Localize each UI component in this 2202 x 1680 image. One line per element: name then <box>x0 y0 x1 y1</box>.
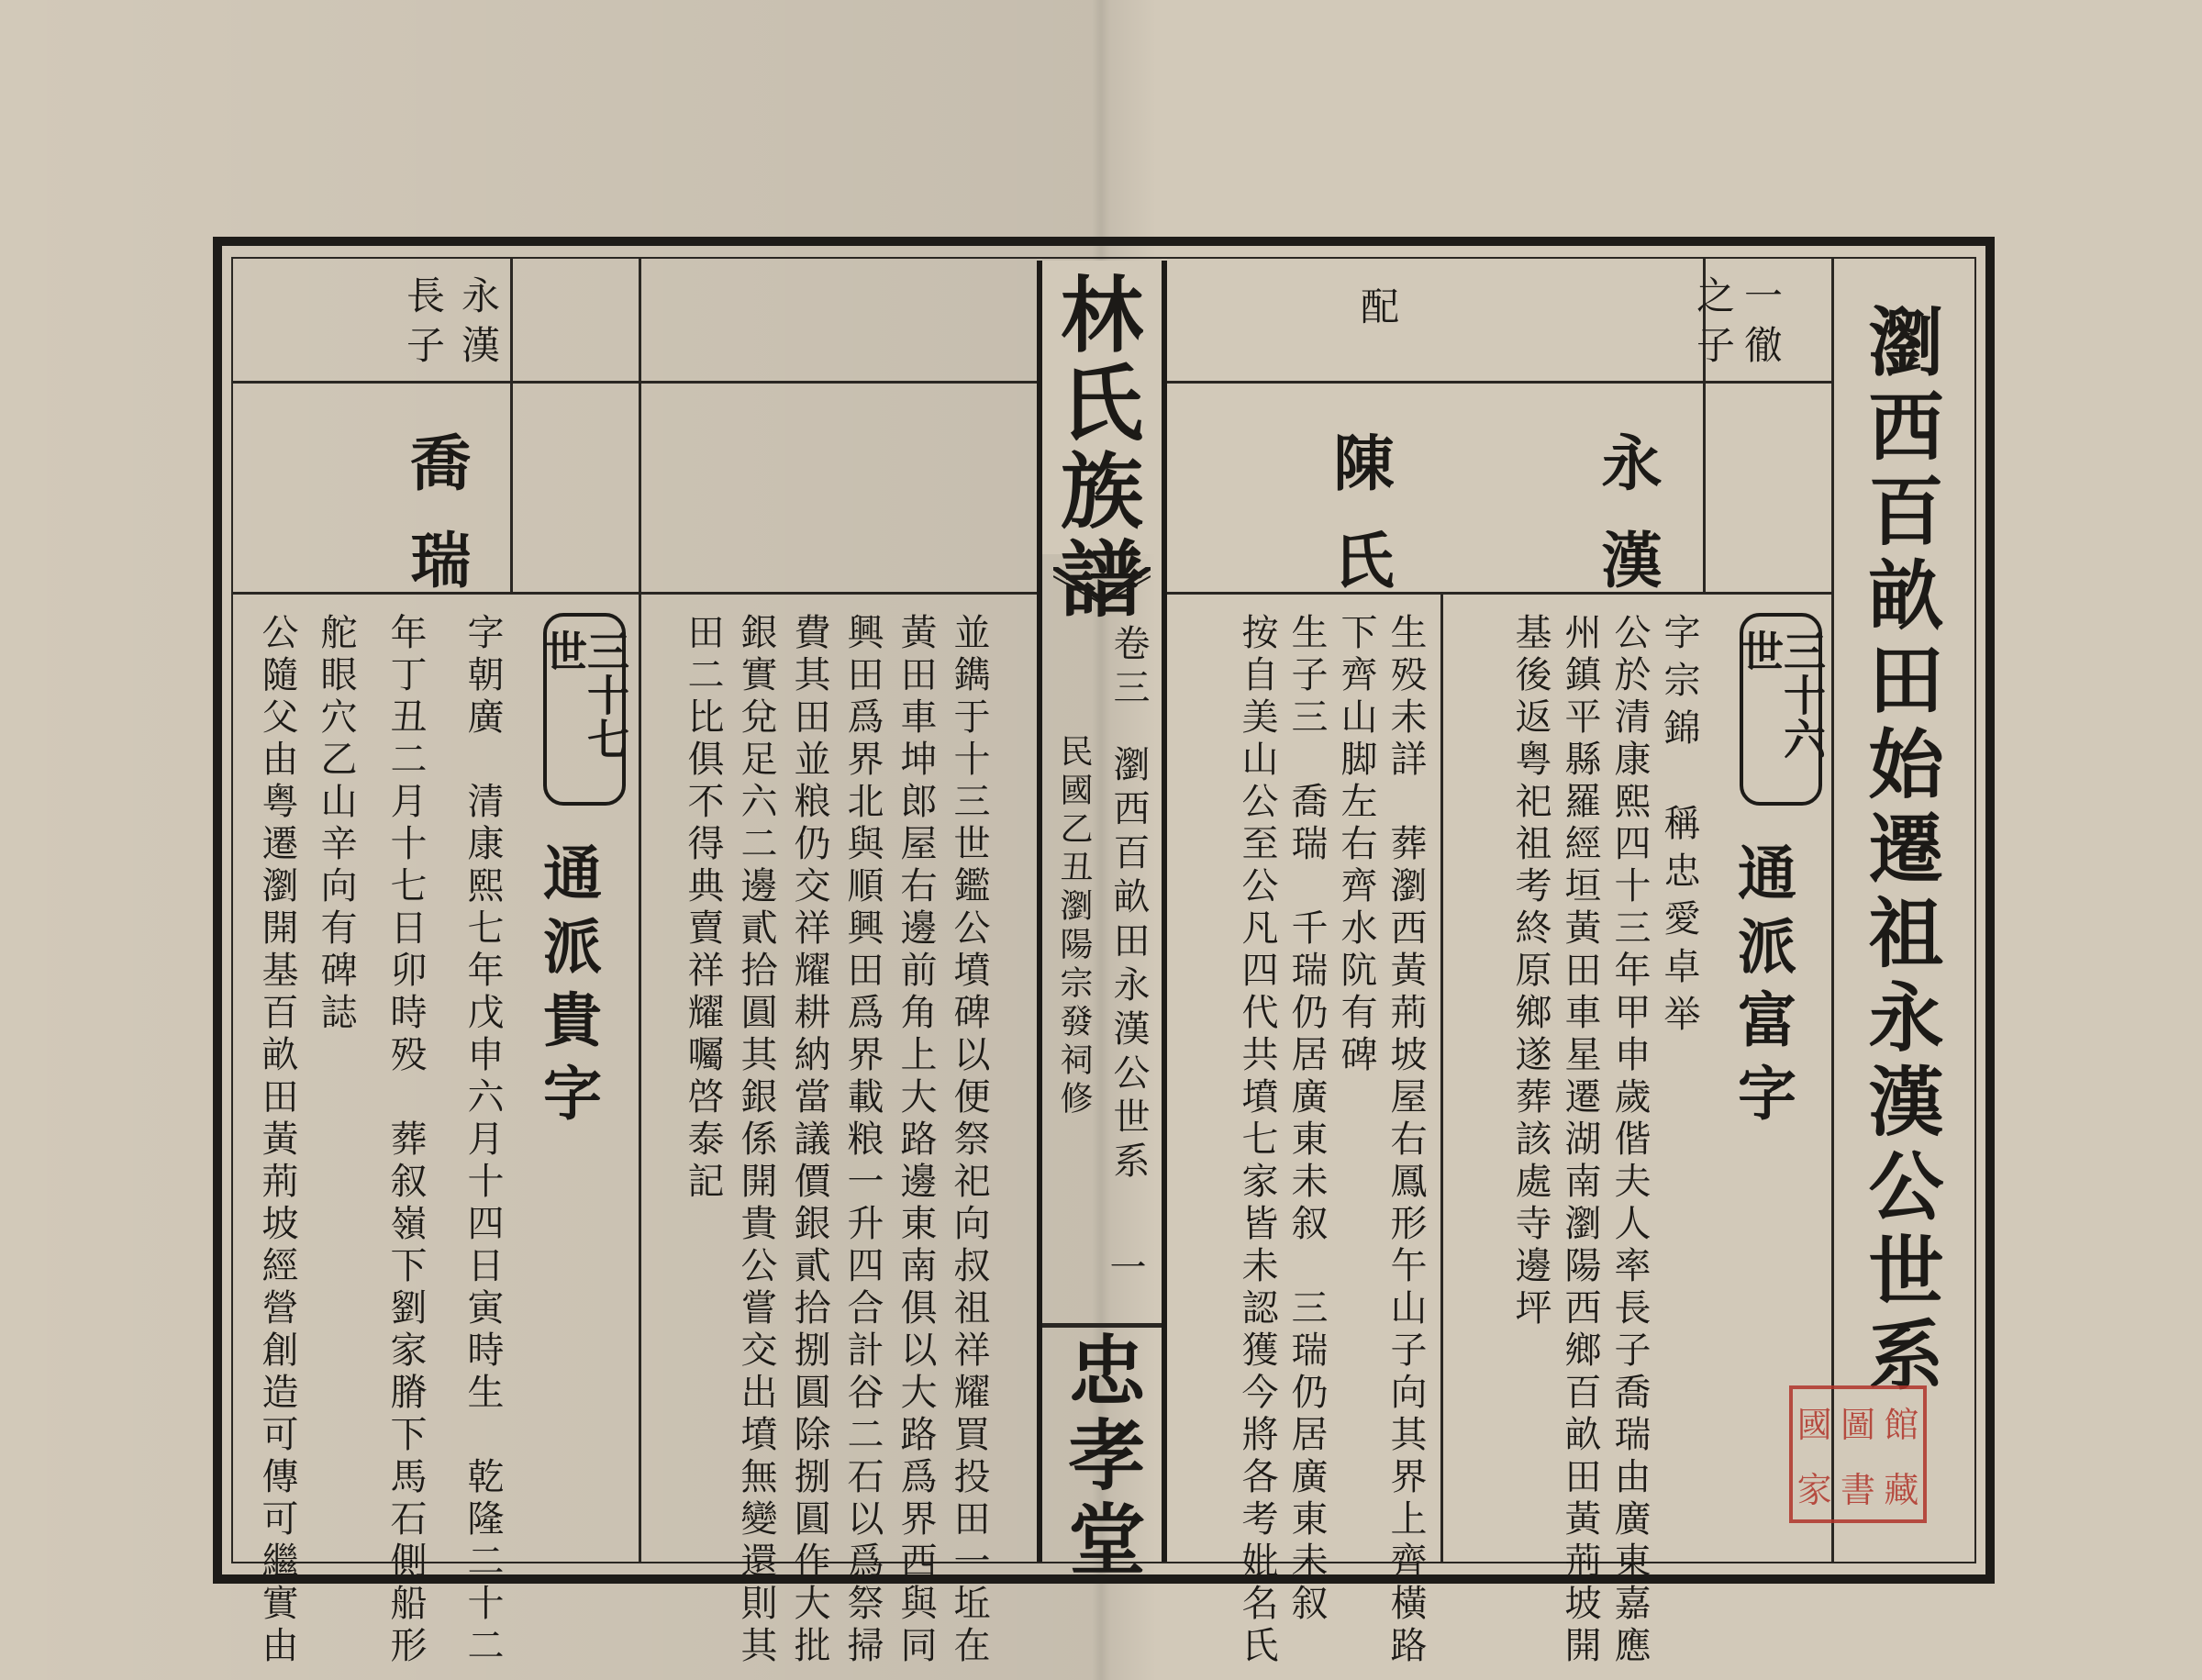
spouse-label: 配 <box>1355 286 1400 336</box>
right-generation-box <box>1735 613 1827 806</box>
right-relation-bottom: 之子 <box>1691 275 1736 374</box>
left-person-name: 喬瑞 <box>400 431 472 626</box>
right-bio-line-3: 州鎮平縣羅經垣黃田車星遷湖南瀏陽西鄉百畝田黃荊坡開 <box>1559 613 1601 1668</box>
continued-line-5: 銀實兌足六二邊貳拾圓其銀係開貴公嘗交出墳無變還則其 <box>735 613 777 1668</box>
right-grid-line-2 <box>1167 592 1831 595</box>
seal-char: 國 <box>1796 1405 1832 1445</box>
spouse-bio-line-4: 按自美山公至公凡四代共墳七家皆未認獲今將各考妣名氏 <box>1236 613 1278 1668</box>
right-relation-top: 一徹 <box>1739 275 1784 374</box>
left-grid-vline-2 <box>639 259 641 1562</box>
left-bio-line-3: 舵眼穴乙山辛向有碑誌 <box>315 613 357 1035</box>
spine-edition: 民國乙丑瀏陽宗發祠修 <box>1055 734 1093 1119</box>
continued-line-2: 黃田車坤郎屋右邊前角上大路邊東南俱以大路爲界西與同 <box>895 613 937 1668</box>
right-name-pai: 通派富字 <box>1728 842 1796 1136</box>
right-page-title: 瀏西百畝田始遷祖永漢公世系 <box>1856 303 1944 1400</box>
left-bio-line-2: 年丁丑二月十七日卯時殁 葬叙嶺下劉家膌下馬石側船形 <box>384 613 427 1668</box>
library-seal <box>1789 1385 1927 1523</box>
left-bio-line-4: 公隨父由粤遷瀏開基百畝田黃荊坡經營創造可傳可繼實由 <box>256 613 298 1668</box>
right-bio-line-1: 字宗錦 稱忠愛卓举 <box>1658 613 1700 1042</box>
left-grid-line-1 <box>233 381 1037 384</box>
right-person-name: 永漢 <box>1591 431 1663 626</box>
left-relation-bottom: 長子 <box>401 275 446 374</box>
spouse-name: 陳氏 <box>1323 431 1395 626</box>
spine-section: 瀏西百畝田永漢公世系 <box>1107 745 1150 1185</box>
spine-page-number: 一 <box>1104 1248 1146 1296</box>
seal-char: 家 <box>1796 1470 1832 1510</box>
spouse-bio-line-1: 生殁未詳 葬瀏西黃荊坡屋右鳳形午山子向其界上齊橫路 <box>1385 613 1427 1668</box>
left-name-pai: 通派貴字 <box>533 842 602 1136</box>
seal-char: 藏 <box>1884 1470 1919 1510</box>
right-bio-line-2: 公於清康熙四十三年甲申歲偕夫人率長子喬瑞由廣東嘉應 <box>1608 613 1651 1668</box>
left-grid-vline-1 <box>510 259 513 592</box>
right-bio-divider <box>1440 592 1443 1562</box>
continued-line-3: 興田爲界北與順興田爲界載粮一升四合計谷二石以爲祭掃 <box>841 613 884 1668</box>
seal-char: 書 <box>1840 1470 1875 1510</box>
spouse-bio-line-3: 生子三 喬瑞 千瑞仍居廣東未叙 三瑞仍居廣東未叙 <box>1285 613 1328 1626</box>
spine-volume: 卷三 <box>1107 624 1150 712</box>
continued-line-6: 田二比俱不得典賣祥耀囑啓泰記 <box>682 613 724 1204</box>
spouse-bio-line-2: 下齊山脚左右齊水阬有碑 <box>1335 613 1377 1077</box>
spine-title: 林氏族譜 <box>1046 272 1143 624</box>
spine-hall-name: 忠孝堂 <box>1056 1330 1147 1584</box>
right-title-divider <box>1831 259 1834 1562</box>
fishtail-mark-icon <box>1053 567 1151 604</box>
continued-line-1: 並鐫于十三世鑑公墳碑以便祭祀向叔祖祥耀買投田一坵在 <box>948 613 990 1668</box>
left-generation: 三十七世 <box>539 629 630 762</box>
continued-line-4: 費其田並粮仍交祥耀耕納當議價銀貳拾捌圓除捌圓作大批 <box>788 613 830 1668</box>
seal-char: 館 <box>1884 1405 1919 1445</box>
left-generation-box <box>539 613 630 806</box>
right-bio-line-4: 基後返粤祀祖考終原鄉遂葬該處寺邊坪 <box>1509 613 1551 1330</box>
seal-char: 圖 <box>1840 1405 1875 1445</box>
left-bio-line-1: 字朝廣 清康熙七年戊申六月十四日寅時生 乾隆二十二 <box>462 613 504 1668</box>
right-grid-line-1 <box>1167 381 1831 384</box>
right-generation: 三十六世 <box>1735 629 1827 762</box>
spine-divider <box>1042 1323 1162 1328</box>
left-grid-line-2 <box>233 592 1037 595</box>
left-relation-top: 永漢 <box>456 275 501 374</box>
